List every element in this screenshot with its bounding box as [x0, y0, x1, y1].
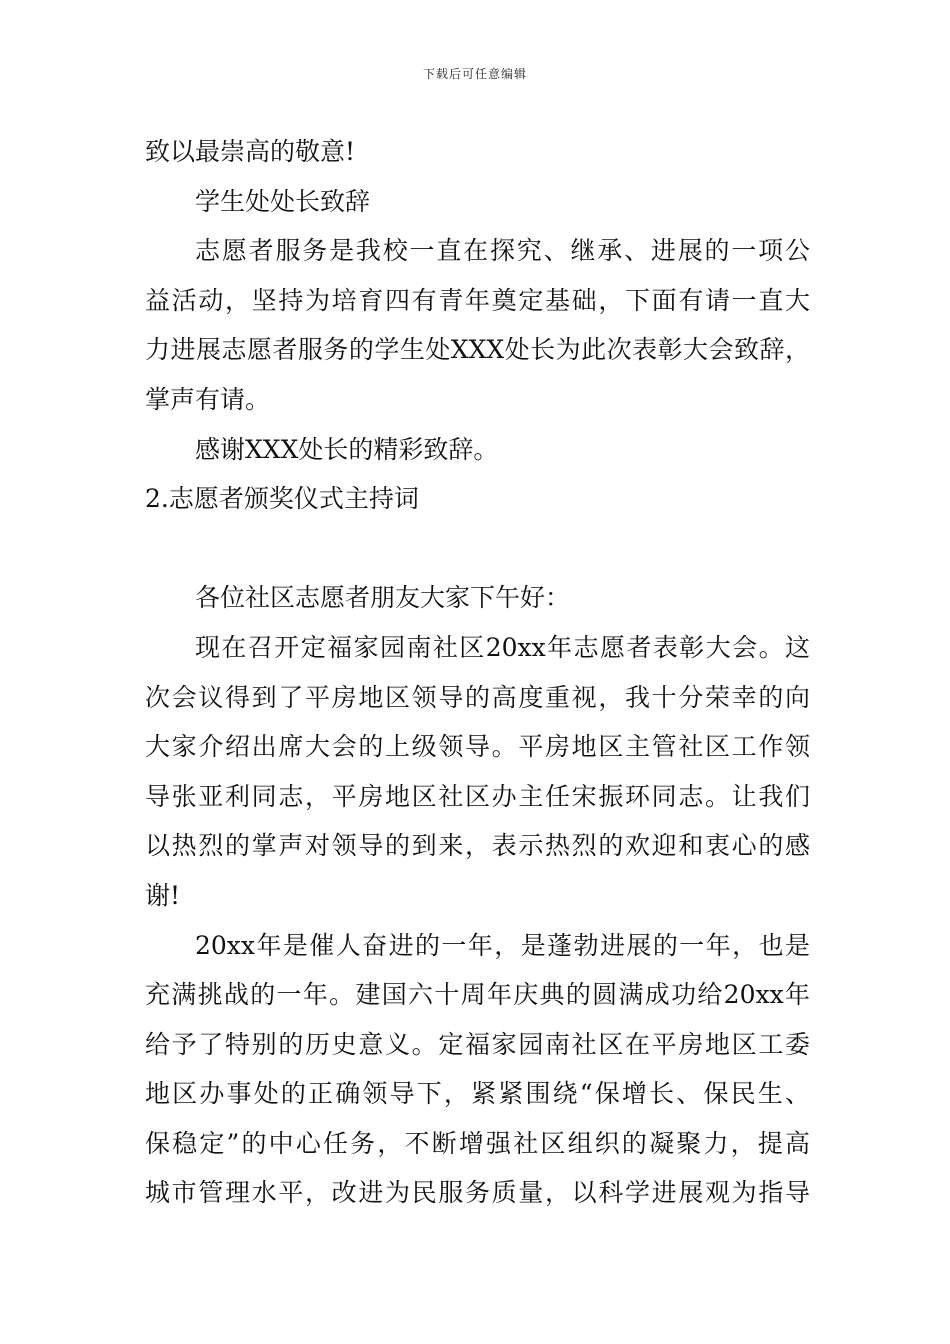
text-line: 益活动，坚持为培育四有青年奠定基础，下面有请一直大	[145, 285, 810, 315]
text-line: 给予了特别的历史意义。定福家园南社区在平房地区工委	[145, 1029, 810, 1059]
text-line: 以热烈的掌声对领导的到来，表示热烈的欢迎和衷心的感	[145, 831, 810, 861]
text-line: 保稳定”的中心任务，不断增强社区组织的凝聚力，提高	[145, 1128, 810, 1158]
text-line: 谢!	[145, 880, 181, 910]
text-line: 各位社区志愿者朋友大家下午好：	[195, 583, 571, 613]
text-line: 大家介绍出席大会的上级领导。平房地区主管社区工作领	[145, 732, 810, 762]
text-line: 地区办事处的正确领导下，紧紧围绕“保增长、保民生、	[145, 1079, 810, 1109]
text-line: 次会议得到了平房地区领导的高度重视，我十分荣幸的向	[145, 682, 810, 712]
page-header: 下载后可任意编辑	[422, 67, 527, 81]
text-line: 充满挑战的一年。建国六十周年庆典的圆满成功给20xx年	[145, 980, 810, 1010]
text-line: 感谢XXX处长的精彩致辞。	[195, 434, 499, 464]
text-line: 致以最崇高的敬意!	[145, 137, 356, 166]
section-heading: 学生处处长致辞	[195, 186, 371, 216]
text-line: 导张亚利同志，平房地区社区办主任宋振环同志。让我们	[145, 781, 810, 811]
text-line: 志愿者服务是我校一直在探究、继承、进展的一项公	[195, 236, 810, 266]
section-heading: 2.志愿者颁奖仪式主持词	[145, 484, 419, 514]
blank-line	[145, 524, 810, 574]
text-line: 力进展志愿者服务的学生处XXX处长为此次表彰大会致辞，	[145, 335, 810, 365]
document-body	[145, 127, 810, 1218]
text-line: 掌声有请。	[145, 384, 271, 414]
text-line: 20xx年是催人奋进的一年，是蓬勃进展的一年，也是	[195, 930, 810, 960]
text-line: 现在召开定福家园南社区20xx年志愿者表彰大会。这	[195, 632, 810, 662]
text-line: 城市管理水平，改进为民服务质量，以科学进展观为指导	[145, 1178, 810, 1208]
